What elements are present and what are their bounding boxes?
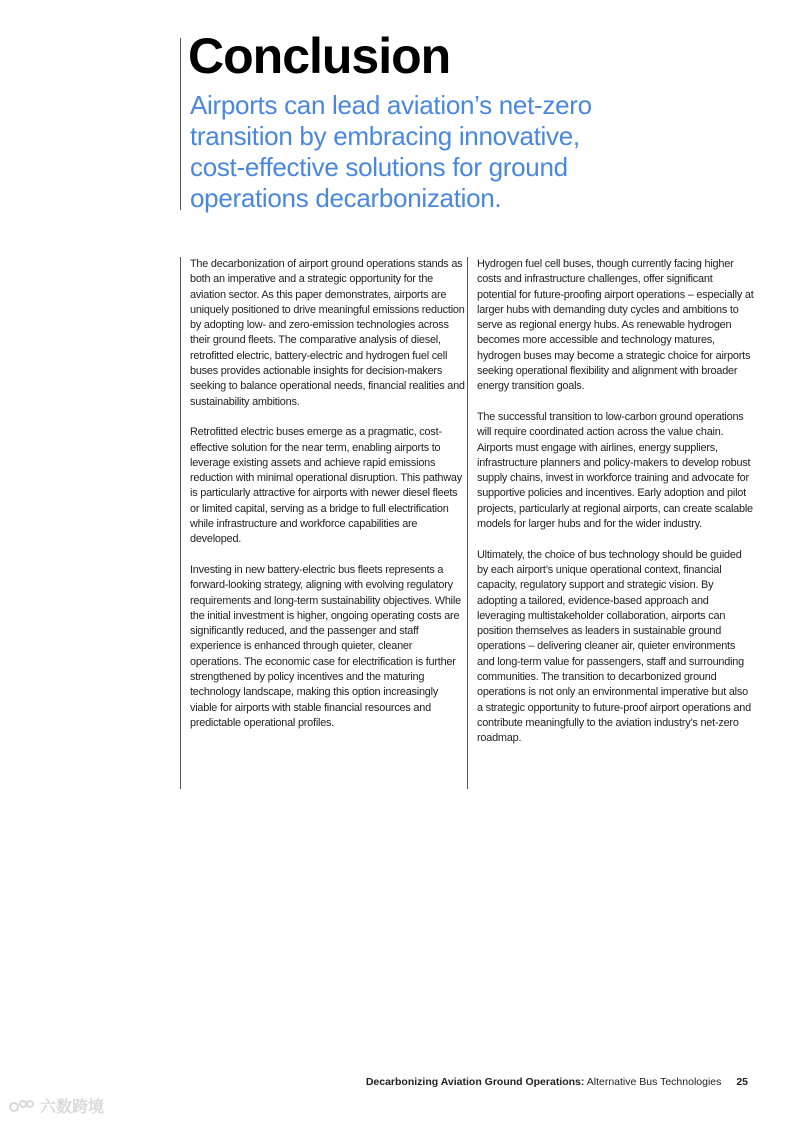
- left-column-rule: [180, 257, 181, 789]
- paragraph: The decarbonization of airport ground operations stands as both an imperative and a strategic opportunity for the aviation sector. As this paper demonstrates, airports are uniquely positioned to drive meaningful emissions reduction by adopting low- and zero-emission technologies across their ground fleets. The comparative analysis of diesel, retrofitted electric, battery-electric and hydrogen fuel cell buses provides actionable insights for decision-makers seeking to balance operational needs, financial realities and sustainability ambitions.: [190, 258, 465, 408]
- title-vertical-rule: [180, 38, 181, 210]
- watermark-text: 六数跨境: [40, 1099, 105, 1116]
- paragraph: Hydrogen fuel cell buses, though currently facing higher costs and infrastructure challenges, offer significant potential for future-proofing airport operations – especially at larger hubs with demanding duty cycles and ambitions to serve as regional energy hubs. As renewable hydrogen becomes more accessible and technology matures, hydrogen buses may become a strategic choice for airports seeking operational flexibility and alignment with broader energy transition goals.: [477, 258, 754, 393]
- paragraph: Retrofitted electric buses emerge as a pragmatic, cost-effective solution for the near term, enabling airports to leverage existing assets and achieve rapid emissions reduction with minimal operational disruption. This pathway is particularly attractive for airports with newer diesel fleets or limited capital, serving as a bridge to full electrification while infrastructure and workforce capabilities are developed.: [190, 426, 462, 546]
- watermark-logo-icon: [8, 1097, 36, 1115]
- page-subtitle: Airports can lead aviation’s net-zero transition by embracing innovative, cost-effective solutions for ground operations decarbonization.: [190, 90, 592, 213]
- footer-report-title: Decarbonizing Aviation Ground Operations:: [365, 1076, 585, 1088]
- footer-report-subtitle: Alternative Bus Technologies: [586, 1076, 722, 1088]
- left-column: [190, 257, 465, 747]
- paragraph: The successful transition to low-carbon ground operations will require coordinated action across the value chain. Airports must engage with airlines, energy suppliers, infrastructure planners and policy-makers to develop robust supply chains, invest in workforce training and advocate for supportive policies and incentives. Early adoption and pilot projects, particularly at regional airports, can create scalable models for larger hubs and for the wider industry.: [477, 410, 753, 531]
- page-number: 25: [736, 1076, 748, 1088]
- right-column-rule: [467, 257, 468, 789]
- page-footer: [366, 1076, 748, 1088]
- watermark: [8, 1094, 104, 1117]
- paragraph: Ultimately, the choice of bus technology should be guided by each airport’s unique operational context, financial capacity, regulatory support and strategic vision. By adopting a tailored, evidence-based approach and leveraging multistakeholder collaboration, airports can position themselves as leaders in sustainable ground operations – delivering cleaner air, quieter environments and long-term value for passengers, staff and surrounding communities. The transition to decarbonized ground operations is not only an environmental imperative but also a strategic opportunity to future-proof airport operations and contribute meaningfully to the aviation industry’s net-zero roadmap.: [477, 548, 751, 745]
- paragraph: Investing in new battery-electric bus fleets represents a forward-looking strategy, aligning with evolving regulatory requirements and long-term sustainability objectives. While the initial investment is higher, ongoing operating costs are significantly reduced, and the passenger and staff experience is enhanced through quieter, cleaner operations. The economic case for electrification is further strengthened by policy incentives and the maturing technology landscape, making this option increasingly viable for airports with stable financial resources and predictable operational profiles.: [190, 563, 461, 729]
- right-column: [477, 257, 754, 762]
- page-title: Conclusion: [188, 28, 451, 84]
